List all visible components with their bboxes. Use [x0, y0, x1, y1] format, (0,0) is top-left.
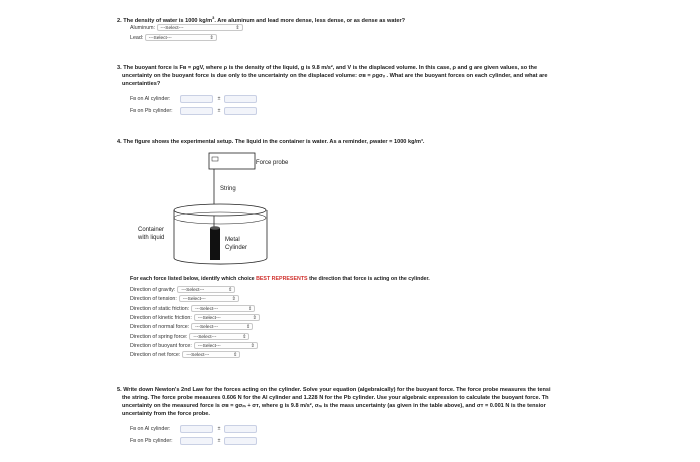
question-2: 2. The density of water is 1000 $kg/m^3$. Are aluminum and lead more dense, less dense, or as dense as water? [117, 15, 406, 24]
force-direction-select[interactable]: ---Select--- ⇕ [179, 295, 239, 302]
q3-pb-value-input[interactable] [180, 107, 213, 115]
plus-minus: ± [217, 96, 221, 103]
force-label: Direction of net force: [130, 352, 181, 359]
chevron-updown-icon: ⇕ [247, 305, 253, 312]
cylinder-label: Cylinder [225, 245, 248, 251]
chevron-updown-icon: ⇕ [231, 296, 236, 303]
q2-lead-label: Lead: [130, 35, 144, 41]
q5-al-value-input[interactable] [180, 425, 213, 433]
q3-number: 3. [117, 65, 122, 71]
q3-al-value-input[interactable] [180, 95, 213, 103]
chevron-updown-icon: ⇕ [228, 287, 233, 294]
q5-pb-row [130, 437, 257, 445]
q3-al-label: Fʙ on Al cylinder: [130, 96, 171, 103]
q5-line2: the string. The force probe measures 0.606 N for the Al cylinder and 1.228 N for the Pb cylinder. Use your algebraic expression to calculate the buoyant force. Th [122, 395, 549, 401]
q2-aluminum-row [130, 24, 243, 32]
force-label: Direction of static friction: [130, 305, 190, 312]
question-4 [117, 138, 424, 146]
force-row [130, 333, 249, 341]
force-label: Direction of buoyant force: [130, 342, 192, 349]
force-direction-select[interactable]: ---Select--- ⇕ [194, 342, 258, 349]
q2-aluminum-select[interactable]: ---Select--- ⇕ [157, 24, 243, 31]
q5-line1: Write down Newton's 2nd Law for the forces acting on the cylinder. Solve your equation (algebraically) for the buoyant force. The force probe measures the tensi [123, 387, 551, 393]
force-row [130, 314, 260, 322]
force-row [130, 342, 258, 350]
string-label: String [220, 186, 236, 192]
chevron-updown-icon: ⇕ [245, 324, 251, 331]
force-row [130, 286, 235, 294]
q3-pb-label: Fʙ on Pb cylinder: [130, 108, 173, 115]
force-direction-select[interactable]: ---Select--- ⇕ [194, 314, 260, 321]
force-label: Direction of kinetic friction: [130, 314, 192, 321]
q3-line1: The buoyant force is Fʙ = ρgV, where ρ is the density of the liquid, g is 9.8 m/s², and V is the displaced volume. In this case, ρ and g are given values, so the [123, 65, 538, 71]
question-5 [117, 386, 697, 418]
q5-al-uncertainty-input[interactable] [224, 425, 257, 433]
force-label: Direction of gravity: [130, 287, 176, 293]
experiment-figure [130, 148, 330, 268]
force-row [130, 305, 255, 313]
question-3 [117, 64, 697, 88]
q3-line3: uncertainties? [122, 81, 161, 87]
metal-label: Metal [225, 237, 240, 243]
force-direction-select[interactable]: ---Select--- ⇕ [189, 333, 249, 340]
force-direction-select[interactable]: ---Select--- ⇕ [191, 305, 255, 312]
plus-minus: ± [217, 438, 221, 445]
q5-al-row [130, 425, 257, 433]
q4-instr-emphasis: BEST REPRESENTS [256, 276, 308, 282]
q2-lead-select[interactable]: ---Select--- ⇕ [145, 34, 217, 41]
chevron-updown-icon: ⇕ [250, 342, 255, 349]
chevron-updown-icon: ⇕ [233, 352, 238, 359]
force-direction-select[interactable]: ---Select--- ⇕ [177, 286, 235, 293]
container-label: Container [138, 227, 165, 233]
q4-number: 4. [117, 139, 122, 145]
force-row [130, 351, 240, 359]
force-probe-label: Force probe [256, 160, 289, 166]
container-rim [174, 204, 266, 216]
q5-line4: uncertainty from the force probe. [122, 411, 210, 417]
container-label-2: with liquid [138, 235, 165, 241]
q2-text-b: . Are aluminum and lead more dense, less dense, or as dense as water? [214, 17, 406, 24]
q5-line3: uncertainty on the measured force is σʙ = gσₘ + σᴛ, where g is 9.8 m/s², σₘ is the mass uncertainty (as given in the table above), and σᴛ = 0.001 N is the tensior [122, 403, 546, 409]
force-direction-select[interactable]: ---Select--- ⇕ [191, 323, 253, 330]
q5-pb-uncertainty-input[interactable] [224, 437, 257, 445]
q2-text-a: The density of water is 1000 kg/m [123, 17, 213, 24]
q2-lead-row [130, 34, 217, 42]
force-row [130, 295, 239, 303]
plus-minus: ± [217, 108, 221, 115]
plus-minus: ± [217, 426, 221, 433]
q3-pb-uncertainty-input[interactable] [224, 107, 257, 115]
force-label: Direction of tension: [130, 296, 177, 303]
q3-pb-row [130, 107, 257, 115]
chevron-updown-icon: ⇕ [235, 25, 240, 32]
force-label: Direction of spring force: [130, 333, 188, 340]
chevron-updown-icon: ⇕ [252, 314, 257, 321]
q3-line2: uncertainty on the buoyant force is due only to the uncertainty on the displaced volume: σʙ = ρgσᵥ . What are the buoyant forces on each cylinder, and what are [122, 73, 548, 79]
chevron-updown-icon: ⇕ [242, 333, 247, 340]
q3-al-row [130, 95, 257, 103]
q4-instructions [130, 275, 430, 283]
metal-cylinder [210, 228, 220, 260]
q2-number: 2. [117, 17, 122, 24]
cylinder-top [210, 226, 220, 230]
q3-al-uncertainty-input[interactable] [224, 95, 257, 103]
container-base [174, 258, 267, 264]
chevron-updown-icon: ⇕ [209, 35, 214, 42]
force-direction-select[interactable]: ---Select--- ⇕ [182, 351, 240, 358]
force-label: Direction of normal force: [130, 324, 190, 331]
q5-pb-value-input[interactable] [180, 437, 213, 445]
q5-number: 5. [117, 387, 122, 393]
q4-instr-c: the direction that force is acting on the cylinder. [307, 276, 430, 282]
q4-instr-a: For each force listed below, identify which choice [130, 276, 257, 282]
q2-aluminum-label: Aluminum: [130, 25, 156, 31]
q5-pb-label: Fʙ on Pb cylinder: [130, 438, 173, 445]
force-row [130, 323, 253, 331]
q5-al-label: Fʙ on Al cylinder: [130, 426, 171, 433]
q4-text: The figure shows the experimental setup. The liquid in the container is water. As a reminder, ρwater = 1000 kg/m³. [123, 139, 425, 145]
